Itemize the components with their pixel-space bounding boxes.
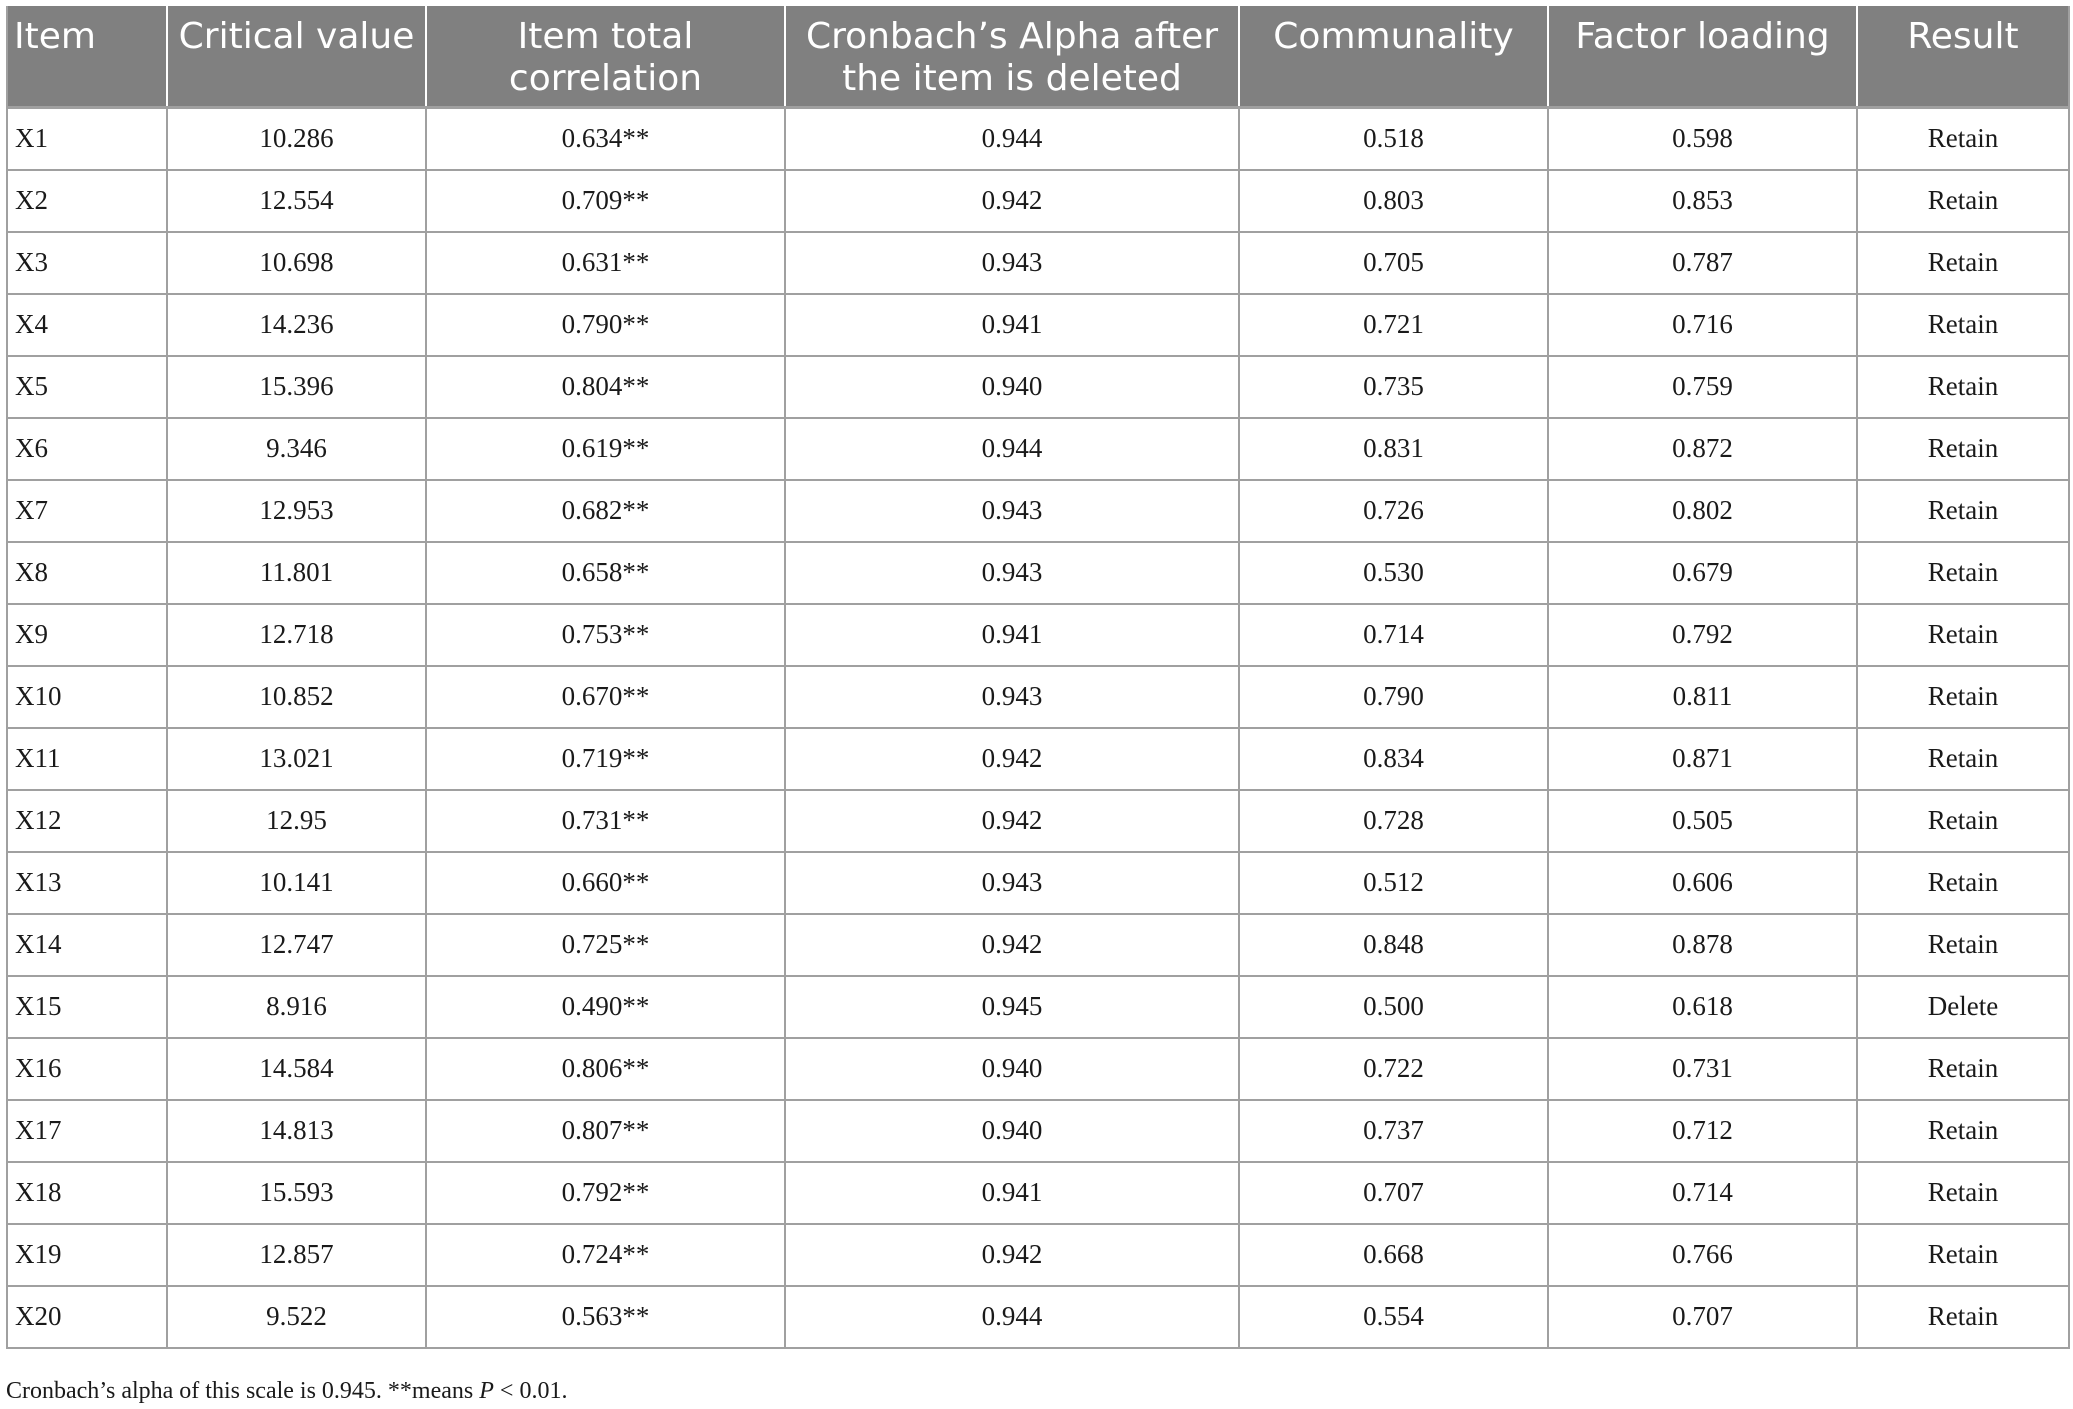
cell-critical-value: 12.95 bbox=[167, 790, 426, 852]
cell-result: Retain bbox=[1857, 728, 2069, 790]
cell-factor-loading: 0.766 bbox=[1548, 1224, 1857, 1286]
footnote-threshold: < 0.01. bbox=[493, 1378, 568, 1404]
cell-item: X4 bbox=[7, 294, 167, 356]
cell-communality: 0.790 bbox=[1239, 666, 1548, 728]
table-row bbox=[7, 790, 2069, 852]
item-analysis-table-container bbox=[6, 6, 2068, 1349]
cell-alpha-if-deleted: 0.942 bbox=[785, 728, 1239, 790]
cell-item: X11 bbox=[7, 728, 167, 790]
table-row bbox=[7, 418, 2069, 480]
cell-item: X16 bbox=[7, 1038, 167, 1100]
cell-item-total-correlation: 0.490** bbox=[426, 976, 785, 1038]
cell-factor-loading: 0.731 bbox=[1548, 1038, 1857, 1100]
table-row bbox=[7, 356, 2069, 418]
cell-factor-loading: 0.878 bbox=[1548, 914, 1857, 976]
cell-item: X20 bbox=[7, 1286, 167, 1348]
cell-factor-loading: 0.598 bbox=[1548, 108, 1857, 170]
cell-alpha-if-deleted: 0.942 bbox=[785, 914, 1239, 976]
cell-critical-value: 10.141 bbox=[167, 852, 426, 914]
cell-item: X1 bbox=[7, 108, 167, 170]
cell-item-total-correlation: 0.807** bbox=[426, 1100, 785, 1162]
cell-critical-value: 12.953 bbox=[167, 480, 426, 542]
cell-factor-loading: 0.792 bbox=[1548, 604, 1857, 666]
cell-communality: 0.726 bbox=[1239, 480, 1548, 542]
cell-alpha-if-deleted: 0.941 bbox=[785, 604, 1239, 666]
cell-critical-value: 10.286 bbox=[167, 108, 426, 170]
cell-result: Retain bbox=[1857, 1038, 2069, 1100]
cell-alpha-if-deleted: 0.942 bbox=[785, 170, 1239, 232]
cell-item-total-correlation: 0.631** bbox=[426, 232, 785, 294]
cell-communality: 0.848 bbox=[1239, 914, 1548, 976]
cell-communality: 0.518 bbox=[1239, 108, 1548, 170]
cell-result: Retain bbox=[1857, 480, 2069, 542]
table-row bbox=[7, 1162, 2069, 1224]
cell-alpha-if-deleted: 0.941 bbox=[785, 1162, 1239, 1224]
header-row bbox=[7, 6, 2069, 108]
cell-alpha-if-deleted: 0.941 bbox=[785, 294, 1239, 356]
cell-item: X19 bbox=[7, 1224, 167, 1286]
cell-communality: 0.512 bbox=[1239, 852, 1548, 914]
cell-result: Retain bbox=[1857, 170, 2069, 232]
cell-alpha-if-deleted: 0.943 bbox=[785, 480, 1239, 542]
table-row bbox=[7, 1286, 2069, 1348]
cell-item: X14 bbox=[7, 914, 167, 976]
cell-critical-value: 12.747 bbox=[167, 914, 426, 976]
item-analysis-table bbox=[6, 6, 2070, 1349]
cell-factor-loading: 0.707 bbox=[1548, 1286, 1857, 1348]
cell-item-total-correlation: 0.619** bbox=[426, 418, 785, 480]
cell-result: Retain bbox=[1857, 1224, 2069, 1286]
cell-critical-value: 10.698 bbox=[167, 232, 426, 294]
cell-factor-loading: 0.606 bbox=[1548, 852, 1857, 914]
table-row bbox=[7, 976, 2069, 1038]
cell-alpha-if-deleted: 0.944 bbox=[785, 1286, 1239, 1348]
table-row bbox=[7, 108, 2069, 170]
table-row bbox=[7, 542, 2069, 604]
cell-result: Retain bbox=[1857, 914, 2069, 976]
cell-item: X6 bbox=[7, 418, 167, 480]
table-row bbox=[7, 604, 2069, 666]
cell-result: Retain bbox=[1857, 1162, 2069, 1224]
header-communality: Communality bbox=[1239, 6, 1548, 108]
cell-item-total-correlation: 0.804** bbox=[426, 356, 785, 418]
cell-factor-loading: 0.618 bbox=[1548, 976, 1857, 1038]
cell-result: Retain bbox=[1857, 666, 2069, 728]
cell-critical-value: 12.554 bbox=[167, 170, 426, 232]
table-row bbox=[7, 480, 2069, 542]
cell-item-total-correlation: 0.660** bbox=[426, 852, 785, 914]
table-row bbox=[7, 1038, 2069, 1100]
cell-communality: 0.705 bbox=[1239, 232, 1548, 294]
cell-alpha-if-deleted: 0.943 bbox=[785, 542, 1239, 604]
cell-communality: 0.668 bbox=[1239, 1224, 1548, 1286]
cell-item-total-correlation: 0.682** bbox=[426, 480, 785, 542]
cell-item-total-correlation: 0.709** bbox=[426, 170, 785, 232]
cell-communality: 0.714 bbox=[1239, 604, 1548, 666]
cell-result: Retain bbox=[1857, 232, 2069, 294]
cell-critical-value: 14.813 bbox=[167, 1100, 426, 1162]
table-row bbox=[7, 666, 2069, 728]
cell-communality: 0.722 bbox=[1239, 1038, 1548, 1100]
cell-alpha-if-deleted: 0.943 bbox=[785, 852, 1239, 914]
cell-communality: 0.737 bbox=[1239, 1100, 1548, 1162]
cell-factor-loading: 0.714 bbox=[1548, 1162, 1857, 1224]
cell-result: Retain bbox=[1857, 294, 2069, 356]
cell-result: Retain bbox=[1857, 790, 2069, 852]
cell-result: Retain bbox=[1857, 542, 2069, 604]
cell-item: X10 bbox=[7, 666, 167, 728]
header-result: Result bbox=[1857, 6, 2069, 108]
cell-alpha-if-deleted: 0.942 bbox=[785, 790, 1239, 852]
cell-item: X17 bbox=[7, 1100, 167, 1162]
cell-item: X12 bbox=[7, 790, 167, 852]
cell-communality: 0.735 bbox=[1239, 356, 1548, 418]
cell-item-total-correlation: 0.658** bbox=[426, 542, 785, 604]
cell-communality: 0.530 bbox=[1239, 542, 1548, 604]
cell-critical-value: 10.852 bbox=[167, 666, 426, 728]
cell-item: X8 bbox=[7, 542, 167, 604]
table-row bbox=[7, 1100, 2069, 1162]
cell-item: X3 bbox=[7, 232, 167, 294]
cell-factor-loading: 0.505 bbox=[1548, 790, 1857, 852]
cell-communality: 0.803 bbox=[1239, 170, 1548, 232]
cell-item-total-correlation: 0.563** bbox=[426, 1286, 785, 1348]
cell-item-total-correlation: 0.790** bbox=[426, 294, 785, 356]
cell-item-total-correlation: 0.806** bbox=[426, 1038, 785, 1100]
cell-critical-value: 15.396 bbox=[167, 356, 426, 418]
cell-alpha-if-deleted: 0.940 bbox=[785, 1038, 1239, 1100]
cell-critical-value: 12.857 bbox=[167, 1224, 426, 1286]
cell-item-total-correlation: 0.670** bbox=[426, 666, 785, 728]
header-alpha-if-deleted: Cronbach’s Alpha after the item is deleted bbox=[785, 6, 1239, 108]
cell-critical-value: 15.593 bbox=[167, 1162, 426, 1224]
table-body bbox=[7, 108, 2069, 1348]
cell-item-total-correlation: 0.792** bbox=[426, 1162, 785, 1224]
cell-critical-value: 8.916 bbox=[167, 976, 426, 1038]
cell-factor-loading: 0.712 bbox=[1548, 1100, 1857, 1162]
cell-alpha-if-deleted: 0.944 bbox=[785, 418, 1239, 480]
cell-item-total-correlation: 0.731** bbox=[426, 790, 785, 852]
cell-factor-loading: 0.871 bbox=[1548, 728, 1857, 790]
cell-result: Retain bbox=[1857, 1100, 2069, 1162]
cell-alpha-if-deleted: 0.940 bbox=[785, 356, 1239, 418]
table-row bbox=[7, 728, 2069, 790]
cell-critical-value: 9.522 bbox=[167, 1286, 426, 1348]
cell-result: Retain bbox=[1857, 418, 2069, 480]
cell-factor-loading: 0.716 bbox=[1548, 294, 1857, 356]
cell-communality: 0.721 bbox=[1239, 294, 1548, 356]
cell-item-total-correlation: 0.724** bbox=[426, 1224, 785, 1286]
footnote-p-variable: P bbox=[479, 1378, 494, 1404]
cell-factor-loading: 0.787 bbox=[1548, 232, 1857, 294]
cell-factor-loading: 0.853 bbox=[1548, 170, 1857, 232]
cell-item: X7 bbox=[7, 480, 167, 542]
table-row bbox=[7, 232, 2069, 294]
cell-alpha-if-deleted: 0.942 bbox=[785, 1224, 1239, 1286]
cell-critical-value: 14.584 bbox=[167, 1038, 426, 1100]
cell-item-total-correlation: 0.719** bbox=[426, 728, 785, 790]
cell-result: Delete bbox=[1857, 976, 2069, 1038]
table-row bbox=[7, 1224, 2069, 1286]
cell-communality: 0.831 bbox=[1239, 418, 1548, 480]
cell-communality: 0.728 bbox=[1239, 790, 1548, 852]
cell-item-total-correlation: 0.725** bbox=[426, 914, 785, 976]
cell-item: X5 bbox=[7, 356, 167, 418]
cell-item: X18 bbox=[7, 1162, 167, 1224]
cell-critical-value: 12.718 bbox=[167, 604, 426, 666]
cell-item: X2 bbox=[7, 170, 167, 232]
header-critical-value: Critical value bbox=[167, 6, 426, 108]
table-row bbox=[7, 170, 2069, 232]
cell-communality: 0.707 bbox=[1239, 1162, 1548, 1224]
header-item-total-correlation: Item total correlation bbox=[426, 6, 785, 108]
cell-alpha-if-deleted: 0.940 bbox=[785, 1100, 1239, 1162]
cell-factor-loading: 0.802 bbox=[1548, 480, 1857, 542]
cell-communality: 0.554 bbox=[1239, 1286, 1548, 1348]
header-factor-loading: Factor loading bbox=[1548, 6, 1857, 108]
cell-result: Retain bbox=[1857, 604, 2069, 666]
cell-critical-value: 11.801 bbox=[167, 542, 426, 604]
cell-result: Retain bbox=[1857, 852, 2069, 914]
cell-factor-loading: 0.759 bbox=[1548, 356, 1857, 418]
cell-factor-loading: 0.872 bbox=[1548, 418, 1857, 480]
header-item: Item bbox=[7, 6, 167, 108]
cell-critical-value: 14.236 bbox=[167, 294, 426, 356]
cell-item: X13 bbox=[7, 852, 167, 914]
cell-communality: 0.500 bbox=[1239, 976, 1548, 1038]
cell-alpha-if-deleted: 0.945 bbox=[785, 976, 1239, 1038]
cell-item: X15 bbox=[7, 976, 167, 1038]
cell-factor-loading: 0.811 bbox=[1548, 666, 1857, 728]
cell-critical-value: 9.346 bbox=[167, 418, 426, 480]
cell-critical-value: 13.021 bbox=[167, 728, 426, 790]
table-footnote bbox=[6, 1377, 567, 1405]
cell-item-total-correlation: 0.634** bbox=[426, 108, 785, 170]
table-row bbox=[7, 852, 2069, 914]
cell-alpha-if-deleted: 0.944 bbox=[785, 108, 1239, 170]
cell-result: Retain bbox=[1857, 1286, 2069, 1348]
cell-alpha-if-deleted: 0.943 bbox=[785, 666, 1239, 728]
cell-result: Retain bbox=[1857, 108, 2069, 170]
table-row bbox=[7, 294, 2069, 356]
footnote-text: Cronbach’s alpha of this scale is 0.945. **means bbox=[6, 1378, 480, 1404]
cell-alpha-if-deleted: 0.943 bbox=[785, 232, 1239, 294]
cell-communality: 0.834 bbox=[1239, 728, 1548, 790]
cell-factor-loading: 0.679 bbox=[1548, 542, 1857, 604]
cell-item: X9 bbox=[7, 604, 167, 666]
cell-item-total-correlation: 0.753** bbox=[426, 604, 785, 666]
cell-result: Retain bbox=[1857, 356, 2069, 418]
table-row bbox=[7, 914, 2069, 976]
